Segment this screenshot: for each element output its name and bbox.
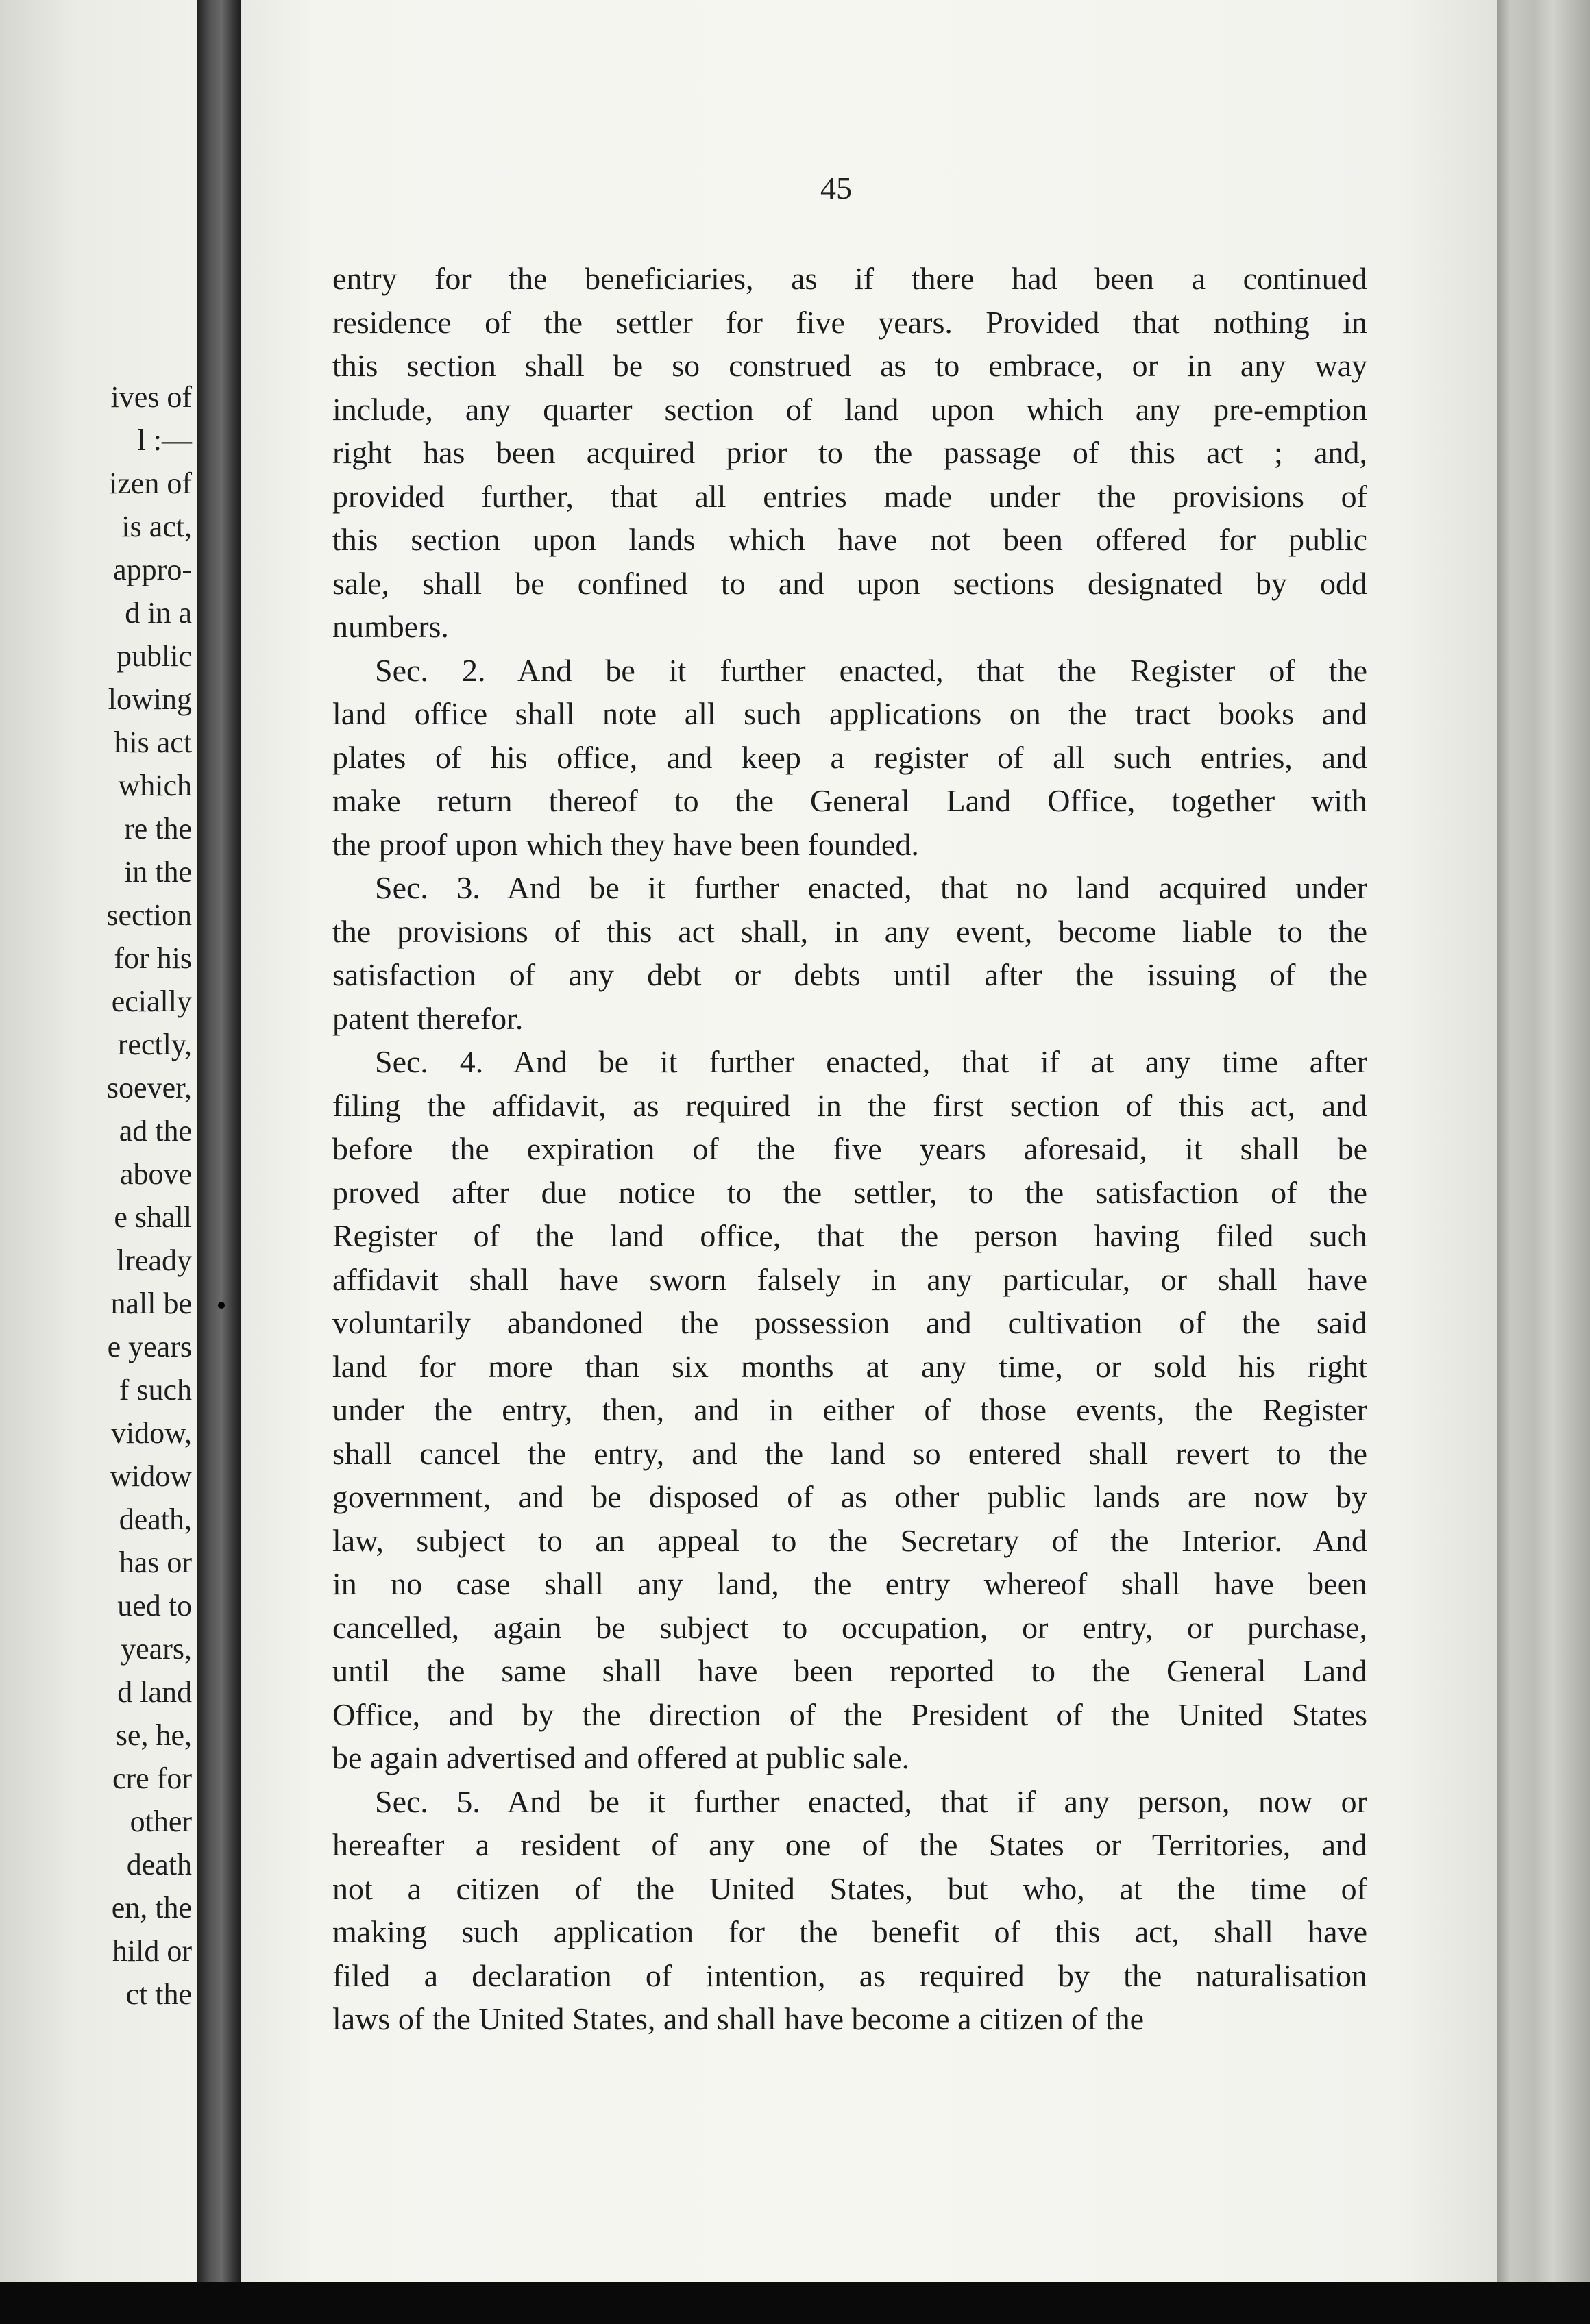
paragraph xyxy=(332,649,1367,867)
facing-page-line-fragment: se, he, xyxy=(115,1718,192,1752)
text-line: laws of the United States, and shall have become a citizen of the xyxy=(332,2001,1145,2036)
text-line: shall cancel the entry, and the land so entered shall revert to the xyxy=(332,1435,1367,1471)
text-line: filed a declaration of intention, as required by the naturalisation xyxy=(332,1957,1367,1993)
paragraph xyxy=(332,1780,1367,2041)
facing-page-line-fragment: widow xyxy=(110,1459,192,1493)
facing-page-line-fragment: izen of xyxy=(109,467,192,500)
facing-page-line-fragment: appro- xyxy=(113,553,192,586)
text-line: Sec. 3. And be it further enacted, that no land acquired under xyxy=(375,870,1367,905)
binding-mark xyxy=(218,1302,225,1309)
facing-page-line-fragment: hild or xyxy=(112,1934,192,1968)
facing-page-line-fragment: is act, xyxy=(121,510,192,543)
facing-page-line-fragment: re the xyxy=(124,812,192,845)
facing-page-line-fragment: en, the xyxy=(111,1891,192,1925)
facing-page-line-fragment: death xyxy=(126,1848,192,1881)
text-line: Sec. 2. And be it further enacted, that the Register of the xyxy=(375,652,1367,688)
facing-page-line-fragment: soever, xyxy=(106,1071,192,1104)
facing-page-line-fragment: e years xyxy=(107,1330,192,1363)
text-line: in no case shall any land, the entry whereof shall have been xyxy=(332,1566,1367,1601)
text-line: Register of the land office, that the person having filed such xyxy=(332,1218,1367,1253)
scan-bottom-border xyxy=(0,2282,1590,2324)
facing-page-line-fragment: nall be xyxy=(110,1287,192,1320)
text-line: making such application for the benefit of this act, shall have xyxy=(332,1914,1367,1949)
facing-page-line-fragment: death, xyxy=(119,1503,192,1536)
text-line: plates of his office, and keep a register of all such entries, and xyxy=(332,739,1367,775)
text-line: entry for the beneficiaries, as if there had been a continued xyxy=(332,261,1367,296)
facing-page-line-fragment: in the xyxy=(124,855,192,889)
facing-page-line-fragment: d in a xyxy=(125,596,192,630)
text-line: under the entry, then, and in either of those events, the Register xyxy=(332,1392,1367,1427)
text-line: this section shall be so construed as to embrace, or in any way xyxy=(332,348,1367,383)
text-line: cancelled, again be subject to occupation, or entry, or purchase, xyxy=(332,1609,1367,1645)
text-line: provided further, that all entries made under the provisions of xyxy=(332,478,1367,514)
text-line: sale, shall be confined to and upon sections designated by odd xyxy=(332,565,1367,601)
text-line: land office shall note all such applications on the tract books and xyxy=(332,696,1367,731)
text-line: proved after due notice to the settler, to the satisfaction of the xyxy=(332,1174,1367,1210)
text-line: law, subject to an appeal to the Secretary of the Interior. And xyxy=(332,1522,1367,1558)
text-line: Sec. 5. And be it further enacted, that if any person, now or xyxy=(375,1783,1367,1819)
facing-page-line-fragment: has or xyxy=(119,1546,192,1579)
page-number: 45 xyxy=(820,171,852,206)
text-line: Sec. 4. And be it further enacted, that if at any time after xyxy=(375,1044,1367,1079)
book-gutter xyxy=(197,0,241,2324)
facing-page-line-fragment: e shall xyxy=(114,1200,192,1234)
text-line: numbers. xyxy=(332,609,449,644)
text-line: make return thereof to the General Land Office, together with xyxy=(332,783,1367,818)
facing-page-line-fragment: ives of xyxy=(110,380,192,414)
facing-page-line-fragment: rectly, xyxy=(117,1028,192,1061)
paragraph xyxy=(332,257,1367,649)
facing-page-line-fragment: ued to xyxy=(117,1589,192,1622)
facing-page-line-fragment: above xyxy=(119,1157,192,1191)
body-text xyxy=(332,257,1367,2041)
paragraph xyxy=(332,866,1367,1040)
text-line: satisfaction of any debt or debts until after the issuing of the xyxy=(332,957,1367,992)
text-line: the provisions of this act shall, in any event, become liable to the xyxy=(332,913,1367,949)
facing-page-line-fragment: cre for xyxy=(112,1761,192,1795)
text-line: hereafter a resident of any one of the States or Territories, and xyxy=(332,1827,1367,1862)
facing-page-line-fragment: lready xyxy=(117,1244,192,1277)
facing-page-line-fragment: ad the xyxy=(119,1114,192,1148)
paragraph xyxy=(332,1040,1367,1780)
facing-page-line-fragment: ct the xyxy=(125,1977,192,2011)
facing-page-fragment xyxy=(0,0,197,2324)
text-line: this section upon lands which have not been offered for public xyxy=(332,522,1367,557)
text-line: residence of the settler for five years. Provided that nothing in xyxy=(332,304,1367,340)
facing-page-line-fragment: for his xyxy=(114,941,192,975)
facing-page-line-fragment: public xyxy=(117,639,192,673)
text-line: right has been acquired prior to the passage of this act ; and, xyxy=(332,435,1367,470)
facing-page-line-fragment: section xyxy=(106,898,192,932)
text-line: include, any quarter section of land upon which any pre-emption xyxy=(332,391,1367,427)
facing-page-line-fragment: his act xyxy=(114,726,192,759)
text-line: Office, and by the direction of the President of the United States xyxy=(332,1696,1367,1732)
text-line: affidavit shall have sworn falsely in any particular, or shall have xyxy=(332,1261,1367,1297)
page-edge xyxy=(1497,0,1590,2282)
text-line: land for more than six months at any time, or sold his right xyxy=(332,1348,1367,1384)
facing-page-line-fragment: other xyxy=(130,1805,192,1838)
facing-page-line-fragment: vidow, xyxy=(110,1416,192,1450)
text-line: patent therefor. xyxy=(332,1000,524,1036)
text-line: government, and be disposed of as other public lands are now by xyxy=(332,1479,1367,1514)
facing-page-line-fragment: l :— xyxy=(137,423,192,457)
text-line: be again advertised and offered at public sale. xyxy=(332,1740,910,1775)
facing-page-line-fragment: years, xyxy=(121,1632,192,1666)
text-line: voluntarily abandoned the possession and cultivation of the said xyxy=(332,1305,1367,1340)
facing-page-line-fragment: lowing xyxy=(108,682,192,716)
text-line: until the same shall have been reported to the General Land xyxy=(332,1653,1367,1688)
text-line: before the expiration of the five years aforesaid, it shall be xyxy=(332,1131,1367,1166)
text-line: filing the affidavit, as required in the first section of this act, and xyxy=(332,1087,1367,1123)
facing-page-line-fragment: ecially xyxy=(111,985,192,1018)
text-line: not a citizen of the United States, but who, at the time of xyxy=(332,1870,1367,1906)
facing-page-line-fragment: which xyxy=(118,769,192,802)
facing-page-line-fragment: d land xyxy=(117,1675,192,1709)
text-line: the proof upon which they have been founded. xyxy=(332,826,919,862)
facing-page-line-fragment: f such xyxy=(119,1373,192,1407)
